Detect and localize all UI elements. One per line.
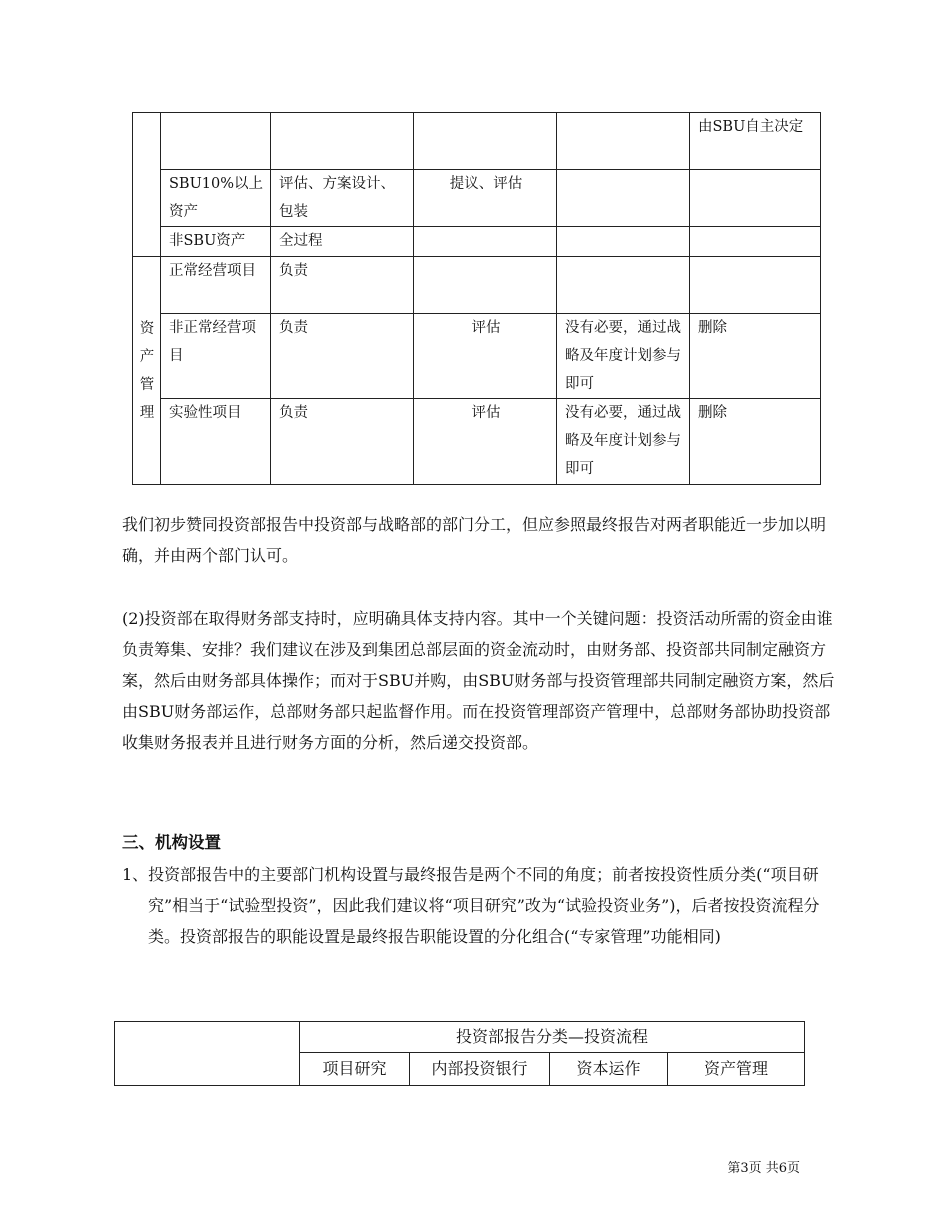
table-cell [271,113,414,170]
paragraph-department-division: 我们初步赞同投资部报告中投资部与战略部的部门分工，但应参照最终报告对两者职能近一步加以明确，并由两个部门认可。 [122,515,827,565]
asset-category-cell [133,257,161,485]
table-row [133,170,821,227]
table-row [133,113,821,170]
table-header-cell: 资本运作 [550,1053,668,1086]
paragraph-financing: (2)投资部在取得财务部支持时，应明确具体支持内容。其中一个关键问题：投资活动所需的资金由谁负责筹集、安排？我们建议在涉及到集团总部层面的资金流动时，由财务部、投资部共同制定融资方案，然后由财务部具体操作；而对于SBU并购，由SBU财务部与投资管理部共同制定融资方案，然后由SBU财务部运作，总部财务部只起监督作用。而在投资管理部资产管理中，总部财务部协助投资部收集财务报表并且进行财务方面的分析，然后递交投资部。 [122,609,835,752]
table-header-cell: 投资部报告分类—投资流程 [300,1022,805,1053]
responsibility-table [132,112,821,485]
table-cell-blank [115,1022,300,1086]
table-cell: 正常经营项目 [161,257,271,314]
table-cell: 没有必要，通过战略及年度计划参与即可 [557,314,690,399]
table-cell [557,227,690,257]
section-item-1: 1、投资部报告中的主要部门机构设置与最终报告是两个不同的角度；前者按投资性质分类(“项目研究”相当于“试验型投资”，因此我们建议将“项目研究”改为“试验投资业务”)，后者按投资流程分类。投资部报告的职能设置是最终报告职能设置的分化组合(“专家管理”功能相同) [122,865,820,946]
classification-table [114,1021,805,1086]
table-cell: 非SBU资产 [161,227,271,257]
table-cell [557,257,690,314]
table-cell: 负责 [271,399,414,485]
table-cell: SBU10%以上资产 [161,170,271,227]
table-row [115,1022,805,1053]
table-cell: 评估 [414,314,557,399]
table-cell: 提议、评估 [414,170,557,227]
table-cell [414,113,557,170]
table-cell: 评估 [414,399,557,485]
asset-category-label: 资 产 管 理 [139,320,155,421]
table-row [133,227,821,257]
page-number: 第3页 共6页 [727,1161,800,1176]
table-row [133,399,821,485]
table-cell [161,113,271,170]
table-cell [414,227,557,257]
table-cell: 没有必要，通过战略及年度计划参与即可 [557,399,690,485]
table-cell [690,257,821,314]
table-header-cell: 项目研究 [300,1053,410,1086]
table-cell: 删除 [690,314,821,399]
table-cell: 删除 [690,399,821,485]
table-cell [690,227,821,257]
category-cell-blank [133,113,161,257]
table-cell [690,170,821,227]
table-cell: 评估、方案设计、包装 [271,170,414,227]
table-cell [414,257,557,314]
table-row [133,257,821,314]
table-header-cell: 资产管理 [668,1053,805,1086]
table-header-cell: 内部投资银行 [410,1053,550,1086]
table-cell [557,170,690,227]
table-row [133,314,821,399]
table-cell: 非正常经营项目 [161,314,271,399]
table-cell: 全过程 [271,227,414,257]
section-heading: 三、机构设置 [122,833,221,852]
table-cell: 负责 [271,257,414,314]
table-cell: 实验性项目 [161,399,271,485]
table-cell: 由SBU自主决定 [690,113,821,170]
table-cell [557,113,690,170]
table-cell: 负责 [271,314,414,399]
